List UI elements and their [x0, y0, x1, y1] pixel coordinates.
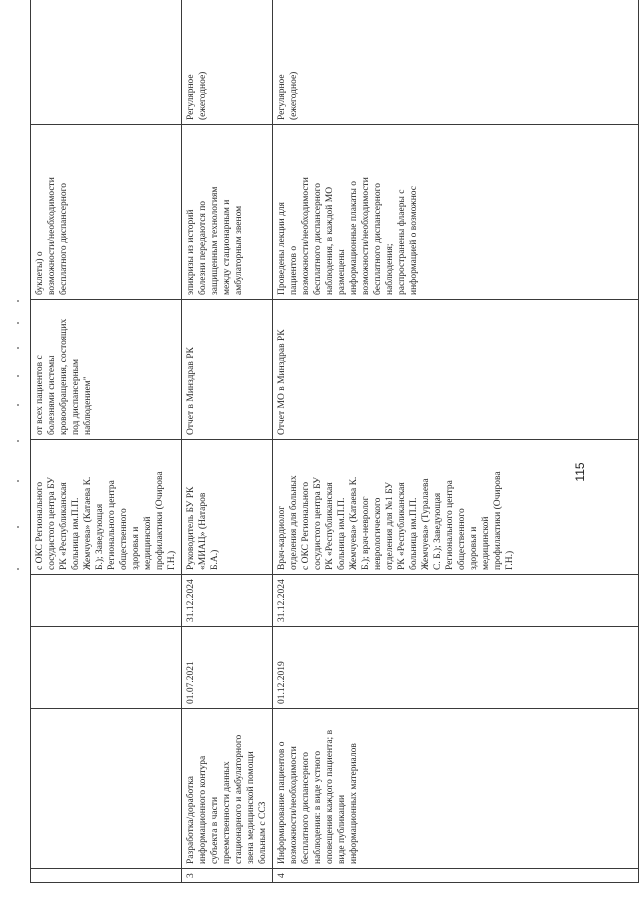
- cell-num: 3: [182, 869, 273, 883]
- cell-result: эпикризы из историй болезни передаются по защищенным технологиям между стационарным и амбулаторным звеном: [182, 125, 273, 300]
- scan-margin-marks: [8, 300, 28, 600]
- table-row: [182, 0, 273, 883]
- cell-report: от всех пациентов с болезнями системы кровообращения, состоящих под диспансерным наблюдением": [31, 300, 182, 440]
- cell-measure: [31, 709, 182, 869]
- cell-num: 4: [273, 869, 639, 883]
- cell-frequency: Регулярное (ежегодное): [273, 0, 639, 125]
- rotated-table-sheet: [30, 0, 628, 883]
- cell-start-date: [31, 627, 182, 709]
- cell-frequency: Регулярное (ежегодное): [182, 0, 273, 125]
- cell-result: буклеты) о возможности/необходимости бесплатного диспансерного: [31, 125, 182, 300]
- cell-end-date: 31.12.2024: [182, 575, 273, 627]
- cell-result: Проведены лекции для пациентов о возможности/необходимости бесплатного диспансерного наблюдения, в каждой МО размещены информационные плакаты о возможности/необходимости бесплатного диспансерного наблюдения; распространены флаеры с информацией о возможнос: [273, 125, 639, 300]
- action-plan-table: [30, 0, 639, 883]
- cell-end-date: [31, 575, 182, 627]
- cell-report: Отчет в Минздрав РК: [182, 300, 273, 440]
- cell-frequency: [31, 0, 182, 125]
- cell-report: Отчет МО в Минздрав РК: [273, 300, 639, 440]
- cell-responsible: Врач-кардиолог отделения для больных с ОКС Регионального сосудистого центра БУ РК «Республиканская больница им.П.П. Жемчуева» (Катаева К. Б.); врач-невролог неврологического отделения для №1 БУ РК «Республиканская больница им.П.П. Жемчуева» (Туралаева С. Б.); Заведующая Регионального центра общественного здоровья и медицинской профилактики (Очирова Г.Н.): [273, 440, 639, 575]
- cell-measure: Разработка/доработка информационного контура субъекта в части преемственности данных стационарного и амбулаторного звена медицинской помощи больным с ССЗ: [182, 709, 273, 869]
- table-row: [273, 0, 639, 883]
- table-row: [31, 0, 182, 883]
- cell-measure: Информирование пациентов о возможности/необходимости бесплатного диспансерного наблюдения: в виде устного оповещения каждого пациента; в виде публикации информационных материалов: [273, 709, 639, 869]
- cell-responsible: с ОКС Регионального сосудистого центра БУ РК «Республиканская больница им.П.П. Жемчуева» (Катаева К. Б.); Заведующая Регионального центра общественного здоровья и медицинской профилактики (Очирова Г.Н.): [31, 440, 182, 575]
- cell-start-date: 01.07.2021: [182, 627, 273, 709]
- cell-responsible: Руководитель БУ РК «МИАЦ» (Натаров Б.А.): [182, 440, 273, 575]
- cell-end-date: 31.12.2024: [273, 575, 639, 627]
- cell-num: [31, 869, 182, 883]
- page-number: 115: [573, 462, 587, 482]
- cell-start-date: 01.12.2019: [273, 627, 639, 709]
